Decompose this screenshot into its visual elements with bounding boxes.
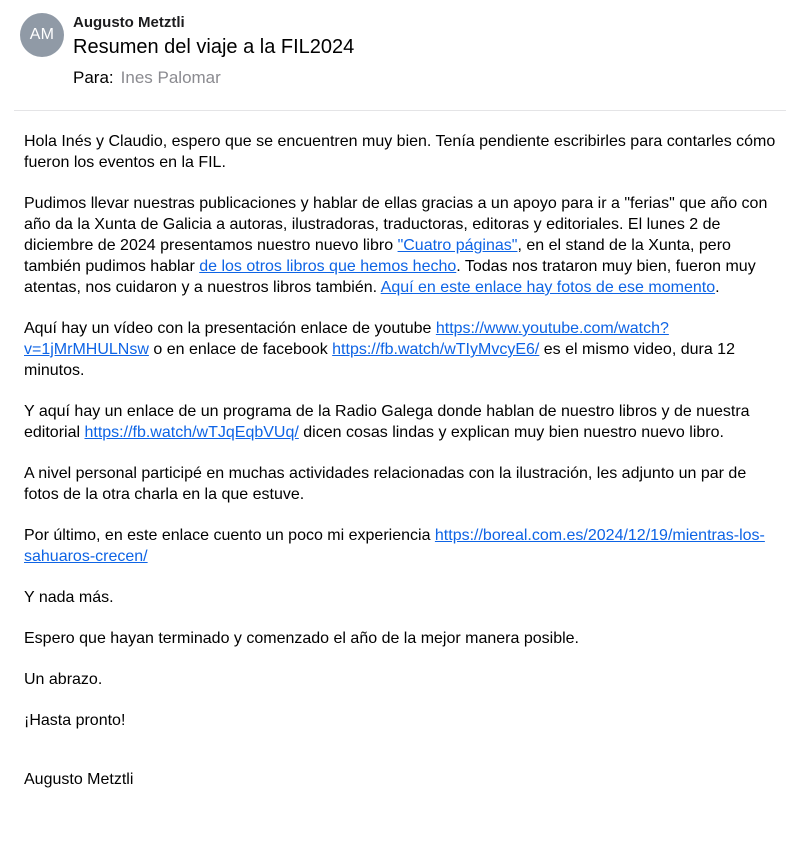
- link[interactable]: de los otros libros que hemos hecho: [199, 258, 457, 275]
- text-segment: Y nada más.: [24, 589, 114, 606]
- link[interactable]: https://www.youtube.com/watch?v=1jMrMHULNsw: [24, 320, 669, 358]
- text-segment: .: [715, 279, 720, 296]
- avatar-initials: AM: [29, 26, 55, 43]
- paragraph: [24, 628, 776, 649]
- paragraph: [24, 463, 776, 505]
- link[interactable]: https://fb.watch/wTIyMvcyE6/: [332, 341, 540, 358]
- paragraph: [24, 193, 776, 298]
- text-segment: Pudimos llevar nuestras publicaciones y hablar de ellas gracias a un apoyo para ir a "ferias" que año con año da la Xunta de Galicia a autoras, ilustradoras, traductoras, editoras y editoriales. El lunes 2 de diciembre de 2024 presentamos nuestro nuevo libro: [24, 195, 772, 254]
- text-segment: Espero que hayan terminado y comenzado el año de la mejor manera posible.: [24, 630, 579, 647]
- subject: Resumen del viaje a la FIL2024: [73, 36, 355, 58]
- text-segment: o en enlace de facebook: [148, 341, 333, 358]
- sender-name[interactable]: Augusto Metztli: [73, 14, 185, 31]
- text-segment: Por último, en este enlace cuento un poco mi experiencia: [24, 527, 435, 544]
- paragraph: [24, 131, 780, 173]
- link[interactable]: https://fb.watch/wTJqEqbVUq/: [84, 424, 299, 441]
- paragraph: [24, 669, 776, 690]
- text-segment: dicen cosas lindas y explican muy bien nuestro nuevo libro.: [298, 424, 724, 441]
- text-segment: Aquí hay un vídeo con la presentación enlace de youtube: [24, 320, 436, 337]
- paragraph: [24, 401, 776, 443]
- email-header: [0, 0, 800, 89]
- paragraph: [24, 318, 776, 381]
- text-segment: Un abrazo.: [24, 671, 103, 688]
- signature: [24, 769, 776, 790]
- email-body: [0, 111, 800, 790]
- to-line: [73, 66, 354, 89]
- text-segment: . Todas nos trataron muy bien, fueron muy atentas, nos cuidaron y a nuestros libros también.: [24, 258, 761, 296]
- text-segment: Y aquí hay un enlace de un programa de la Radio Galega donde hablan de nuestro libros y de nuestra editorial: [24, 403, 754, 441]
- text-segment: Hola Inés y Claudio, espero que se encuentren muy bien. Tenía pendiente escribirles para contarles cómo fueron los eventos en la FIL.: [24, 133, 780, 171]
- recipient-name[interactable]: Ines Palomar: [120, 68, 221, 87]
- link[interactable]: "Cuatro páginas": [397, 237, 518, 254]
- text-segment: A nivel personal participé en muchas actividades relacionadas con la ilustración, les adjunto un par de fotos de la otra charla en la que estuve.: [24, 465, 751, 503]
- header-text: [64, 13, 354, 89]
- text-segment: ¡Hasta pronto!: [24, 712, 126, 729]
- text-segment: , en el stand de la Xunta, pero también pudimos hablar: [24, 237, 736, 275]
- paragraph: [24, 587, 776, 608]
- paragraph: [24, 710, 776, 731]
- text-segment: Augusto Metztli: [24, 771, 134, 788]
- link[interactable]: https://boreal.com.es/2024/12/19/mientras-los-sahuaros-crecen/: [24, 527, 765, 565]
- to-label: Para:: [73, 68, 114, 87]
- link[interactable]: Aquí en este enlace hay fotos de ese momento: [380, 279, 716, 296]
- paragraph: [24, 525, 776, 567]
- text-segment: es el mismo video, dura 12 minutos.: [24, 341, 740, 379]
- avatar[interactable]: [20, 13, 64, 57]
